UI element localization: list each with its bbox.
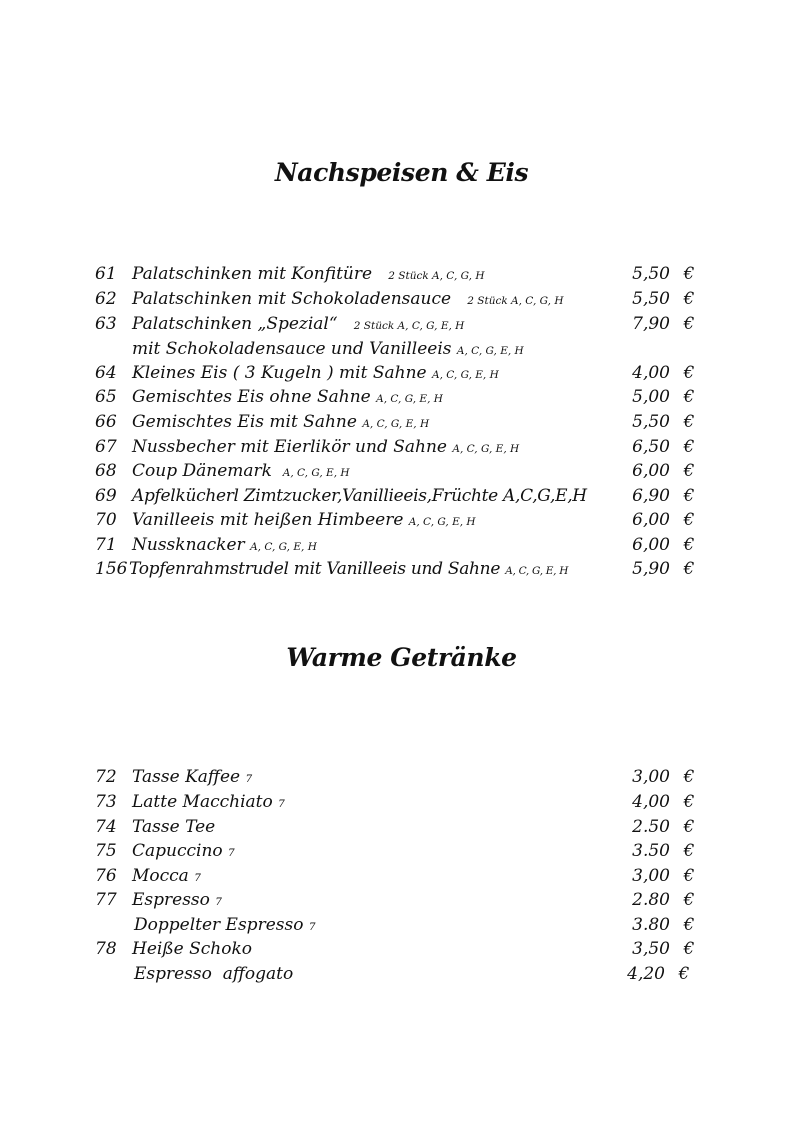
item-name-text: Latte Macchiato [132, 792, 273, 812]
item-number: 73 [95, 792, 117, 812]
item-name [132, 864, 201, 890]
item-name [132, 484, 587, 510]
item-allergens: A, C, G, E, H [431, 369, 499, 381]
item-price: 3,00 [632, 767, 670, 787]
item-price: 3,00 [632, 866, 670, 886]
currency-sign: € [683, 559, 695, 579]
item-number: 63 [95, 314, 117, 334]
item-name-text: Topfenrahmstrudel mit Vanilleeis und Sahne [129, 559, 501, 579]
item-name [132, 508, 476, 534]
item-price: 3.80 [632, 915, 670, 935]
currency-sign: € [683, 890, 695, 910]
item-allergens: A, C, G, E, H [250, 541, 317, 553]
item-allergens: 7 [278, 798, 285, 810]
item-allergens: A, C, G, E, H [452, 443, 520, 455]
menu-item [0, 533, 803, 557]
currency-sign: € [683, 412, 695, 432]
item-number: 74 [95, 817, 117, 837]
item-name-text: Doppelter Espresso [134, 915, 304, 935]
item-number: 65 [95, 387, 117, 407]
item-number: 76 [95, 866, 117, 886]
menu-item [0, 839, 803, 863]
item-price: 5,50 [632, 289, 670, 309]
item-allergens: 2 Stück A, C, G, E, H [353, 320, 465, 332]
item-price: 5,90 [632, 559, 670, 579]
item-allergens: 7 [215, 896, 222, 908]
menu-item [0, 435, 803, 459]
currency-sign: € [683, 817, 695, 837]
currency-sign: € [683, 461, 695, 481]
currency-sign: € [683, 314, 695, 334]
item-name-text: Tasse Kaffee [132, 767, 241, 787]
item-name [132, 839, 235, 865]
item-price: 2.80 [632, 890, 670, 910]
item-name-text: Espresso affogato [134, 964, 294, 984]
item-number: 61 [95, 264, 117, 284]
item-number: 156 [95, 559, 128, 579]
item-name [132, 262, 484, 288]
item-allergens: 7 [194, 872, 201, 884]
currency-sign: € [683, 866, 695, 886]
item-number: 66 [95, 412, 117, 432]
item-name [134, 962, 293, 988]
item-name-text: Nussbecher mit Eierlikör und Sahne [132, 437, 447, 457]
menu-item [0, 484, 803, 508]
item-price: 5,00 [632, 387, 670, 407]
item-allergens: A, C, G, E, H [505, 565, 569, 577]
currency-sign: € [683, 387, 695, 407]
item-allergens: 7 [245, 773, 253, 785]
currency-sign: € [678, 964, 690, 984]
item-name [132, 337, 524, 363]
menu-item [0, 937, 803, 961]
item-name-text: Nussknacker [132, 535, 245, 555]
item-price: 6,00 [632, 535, 670, 555]
menu-item [0, 287, 803, 311]
currency-sign: € [683, 767, 695, 787]
item-price: 3.50 [632, 841, 670, 861]
menu-item [0, 790, 803, 814]
item-allergens: 2 Stück A, C, G, H [467, 295, 564, 307]
item-name [132, 765, 252, 791]
item-name-text: Tasse Tee [132, 817, 216, 837]
item-number: 69 [95, 486, 117, 506]
item-name [132, 459, 350, 485]
menu-item [0, 508, 803, 532]
currency-sign: € [683, 289, 695, 309]
item-allergens: 2 Stück A, C, G, H [388, 270, 485, 282]
item-price: 2.50 [632, 817, 670, 837]
item-name-text: Coup Dänemark [132, 461, 272, 481]
item-name [132, 435, 519, 461]
item-price: 7,90 [632, 314, 670, 334]
item-name-text: Vanilleeis mit heißen Himbeere [132, 510, 404, 530]
item-name-text: Heiße Schoko [132, 939, 253, 959]
item-name [132, 410, 429, 436]
menu-item [0, 765, 803, 789]
item-number: 71 [95, 535, 117, 555]
item-name-text: Gemischtes Eis mit Sahne [132, 412, 357, 432]
item-name [132, 287, 563, 313]
item-name-text: Capuccino [132, 841, 223, 861]
menu-item [0, 913, 803, 937]
item-number: 75 [95, 841, 117, 861]
desserts-heading: Nachspeisen & Eis [274, 158, 529, 187]
menu-item [0, 888, 803, 912]
item-price: 5,50 [632, 412, 670, 432]
item-allergens: A, C, G, E, H [376, 393, 443, 405]
menu-item [0, 385, 803, 409]
item-price: 6,90 [632, 486, 670, 506]
menu-item [0, 864, 803, 888]
item-number: 72 [95, 767, 117, 787]
currency-sign: € [683, 363, 695, 383]
item-name [132, 790, 285, 816]
item-allergens: A, C, G, E, H [282, 467, 350, 479]
item-price: 4,00 [632, 792, 670, 812]
item-name [132, 533, 317, 559]
item-price: 5,50 [632, 264, 670, 284]
item-number: 67 [95, 437, 117, 457]
item-name [132, 937, 252, 963]
currency-sign: € [683, 437, 695, 457]
menu-item [0, 459, 803, 483]
item-number: 64 [95, 363, 117, 383]
item-price: 4,20 [627, 964, 665, 984]
item-price: 6,50 [632, 437, 670, 457]
menu-item [0, 557, 803, 581]
item-name [132, 312, 464, 338]
item-name [132, 888, 222, 914]
menu-item [0, 361, 803, 385]
item-number: 78 [95, 939, 117, 959]
currency-sign: € [683, 535, 695, 555]
item-name-text: mit Schokoladensauce und Vanilleeis [132, 339, 452, 359]
currency-sign: € [683, 841, 695, 861]
item-name-text: Mocca [132, 866, 189, 886]
item-name [132, 361, 499, 387]
item-name-text: Palatschinken „Spezial“ [132, 314, 338, 334]
item-price: 3,50 [632, 939, 670, 959]
item-name-text: Palatschinken mit Schokoladensauce [132, 289, 452, 309]
menu-item [0, 312, 803, 336]
item-allergens: A, C, G, E, H [456, 345, 524, 357]
menu-item [0, 262, 803, 286]
currency-sign: € [683, 510, 695, 530]
item-name [132, 815, 215, 841]
currency-sign: € [683, 939, 695, 959]
currency-sign: € [683, 792, 695, 812]
item-allergens: A, C, G, E, H [408, 516, 476, 528]
item-price: 6,00 [632, 461, 670, 481]
menu-item [0, 337, 803, 361]
item-number: 77 [95, 890, 117, 910]
item-name-text: Espresso [132, 890, 210, 910]
item-number: 62 [95, 289, 117, 309]
currency-sign: € [683, 486, 695, 506]
item-number: 70 [95, 510, 117, 530]
item-name-text: Apfelkücherl Zimtzucker,Vanillieeis,Früchte A,C,G,E,H [132, 486, 587, 506]
item-name-text: Gemischtes Eis ohne Sahne [132, 387, 371, 407]
menu-item [0, 410, 803, 434]
item-allergens: 7 [308, 921, 316, 933]
currency-sign: € [683, 264, 695, 284]
currency-sign: € [683, 915, 695, 935]
item-price: 6,00 [632, 510, 670, 530]
menu-item [0, 815, 803, 839]
item-name-text: Kleines Eis ( 3 Kugeln ) mit Sahne [132, 363, 427, 383]
item-price: 4,00 [632, 363, 670, 383]
item-name [132, 385, 443, 411]
item-allergens: A, C, G, E, H [362, 418, 430, 430]
item-name-text: Palatschinken mit Konfitüre [132, 264, 373, 284]
item-number: 68 [95, 461, 117, 481]
menu-item [0, 962, 803, 986]
drinks-heading: Warme Getränke [286, 643, 517, 672]
item-name [134, 913, 316, 939]
item-name [129, 557, 568, 583]
item-allergens: 7 [228, 847, 235, 859]
